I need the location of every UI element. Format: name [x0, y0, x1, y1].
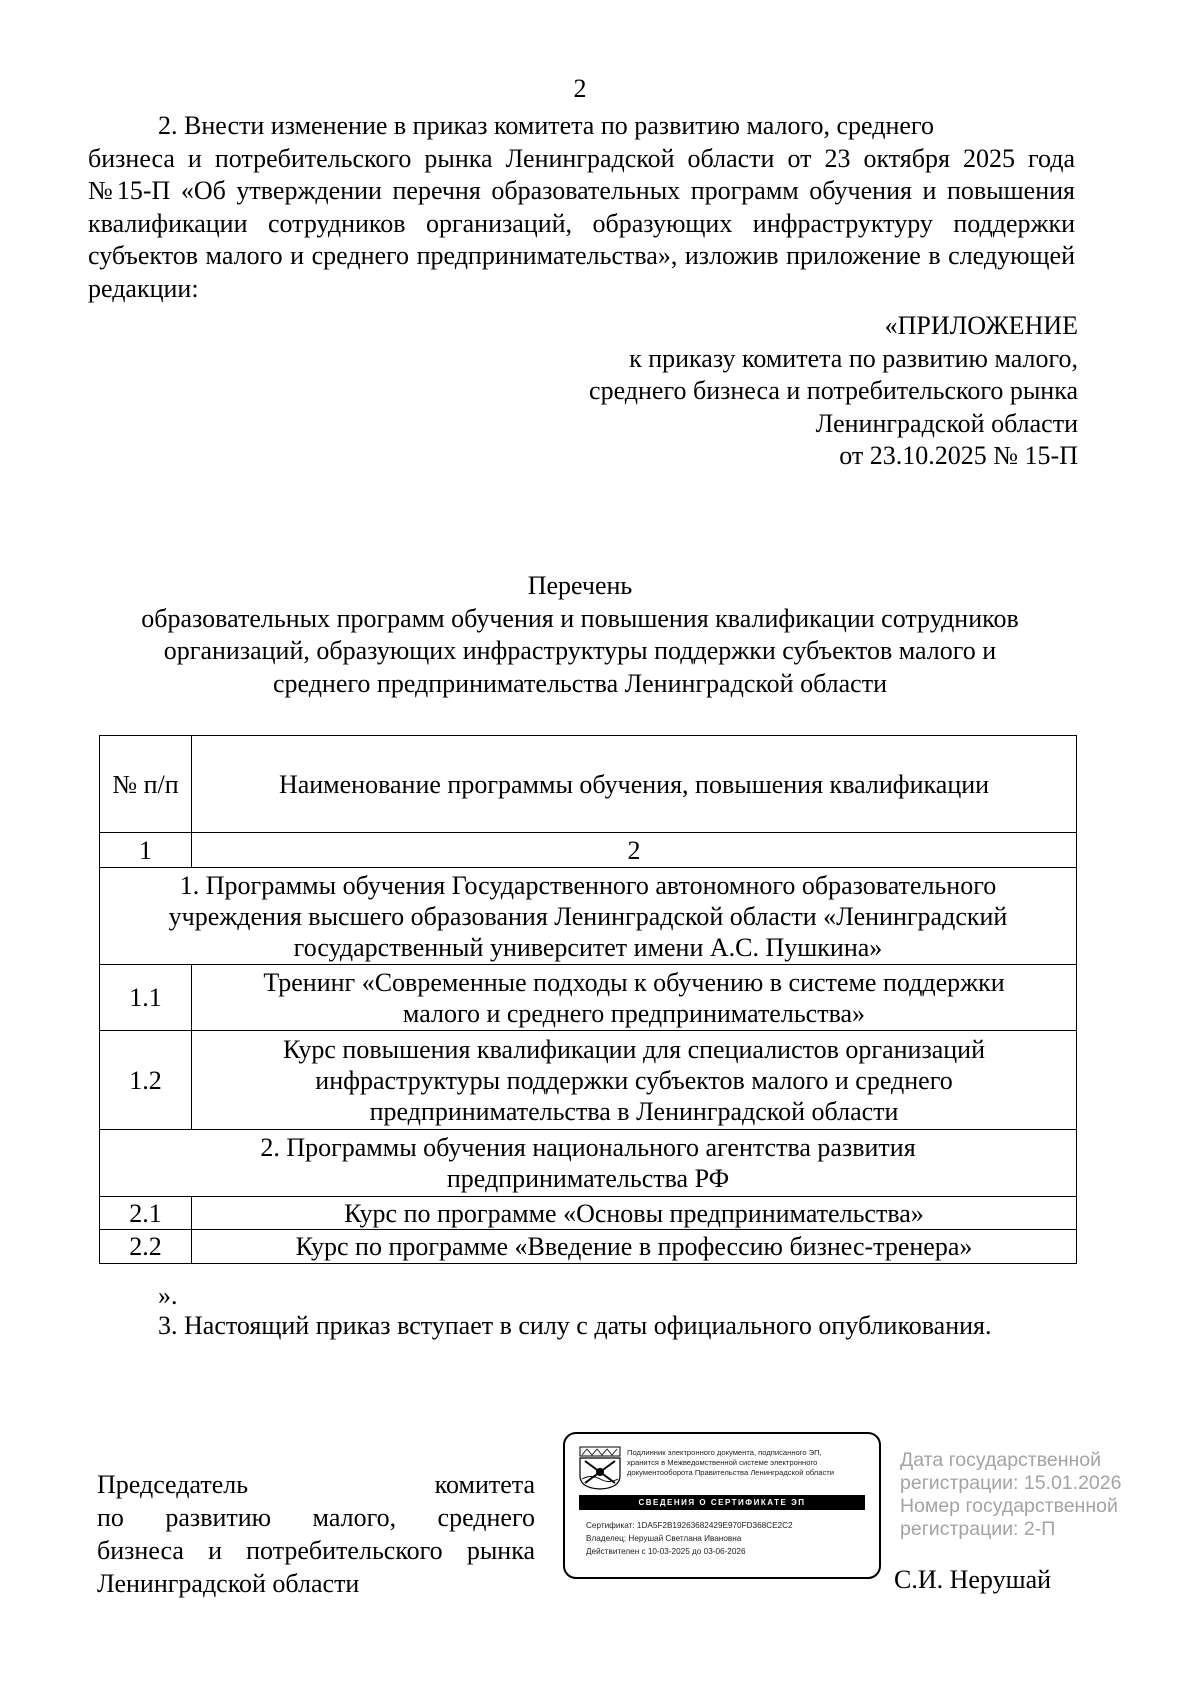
table-row — [100, 1230, 1077, 1264]
table-column-numbers-row — [100, 833, 1077, 868]
header-num: № п/п — [100, 736, 192, 833]
stamp-owner: Владелец: Нерушай Светлана Ивановна — [586, 1534, 742, 1543]
paragraph-3: 3. Настоящий приказ вступает в силу с даты официального опубликования. — [158, 1311, 992, 1340]
appendix-line: среднего бизнеса и потребительского рынка — [589, 376, 1078, 405]
column-number-2: 2 — [192, 833, 1077, 868]
signer-position-line: Председатель комитета — [97, 1470, 535, 1499]
list-title-line: организаций, образующих инфраструктуры поддержки субъектов малого и — [163, 636, 997, 665]
stamp-details — [586, 1519, 871, 1558]
stamp-valid: Действителен с 10-03-2025 до 03-06-2026 — [586, 1547, 746, 1556]
header-name: Наименование программы обучения, повышения квалификации — [192, 736, 1077, 833]
section-row — [100, 1130, 1077, 1197]
paragraph-2-rest: бизнеса и потребительского рынка Ленинградской области от 23 октября 2025 года №15-П «Об утверждении перечня образовательных программ обучения и повышения квалификации сотрудников организаций, образующих инфраструктуру поддержки субъектов малого и среднего предпринимательства», изложив приложение в следующей редакции: — [88, 143, 1075, 303]
stamp-text-line: хранится в Межведомственной системе электронного — [627, 1458, 818, 1467]
row-num: 1.1 — [100, 965, 192, 1031]
list-title-line: среднего предпринимательства Ленинградской области — [272, 668, 888, 698]
registration-line: регистрации: 2-П — [900, 1518, 1056, 1540]
page-number: 2 — [573, 74, 587, 103]
table-row — [100, 965, 1077, 1031]
stamp-text-line: документооборота Правительства Ленинградской области — [627, 1468, 834, 1477]
stamp-certificate: Сертификат: 1DA5F2B19263682429E970FD368CE2C2 — [586, 1521, 793, 1530]
coat-of-arms-icon — [579, 1446, 621, 1490]
signer-position — [97, 1468, 535, 1600]
stamp-text-line: Подлинник электронного документа, подписанного ЭП, — [627, 1448, 822, 1457]
appendix-line: к приказу комитета по развитию малого, — [629, 343, 1078, 373]
registration-line: регистрации: 15.01.2026 — [900, 1472, 1122, 1494]
row-num: 2.2 — [100, 1230, 192, 1264]
signer-position-line: по развитию малого, среднего — [97, 1503, 535, 1532]
row-name: Курс по программе «Основы предпринимательства» — [192, 1197, 1077, 1230]
column-number-1: 1 — [100, 833, 192, 868]
stamp-certificate-bar: СВЕДЕНИЯ О СЕРТИФИКАТЕ ЭП — [579, 1495, 865, 1510]
appendix-line: «ПРИЛОЖЕНИЕ — [884, 311, 1078, 340]
table-header-row — [100, 736, 1077, 833]
appendix-header — [589, 310, 1078, 473]
appendix-line: Ленинградской области — [815, 408, 1078, 438]
signer-name: С.И. Нерушай — [894, 1565, 1052, 1594]
row-name: Тренинг «Современные подходы к обучению в системе поддержки малого и среднего предпринимательства» — [192, 965, 1077, 1031]
programs-table — [99, 735, 1077, 1264]
section-1-title: 1. Программы обучения Государственного автономного образовательного учреждения высшего образования Ленинградской области «Ленинградский государственный университет имени А.С. Пушкина» — [100, 868, 1077, 965]
list-title-line: образовательных программ обучения и повышения квалификации сотрудников — [141, 603, 1019, 633]
registration-line: Дата государственной — [900, 1449, 1101, 1471]
appendix-line: от 23.10.2025 № 15-П — [839, 441, 1078, 470]
list-title — [0, 570, 1160, 700]
section-row — [100, 868, 1077, 965]
registration-line: Номер государственной — [900, 1495, 1118, 1517]
stamp-text — [627, 1448, 872, 1478]
table-row — [100, 1031, 1077, 1130]
signer-position-line: Ленинградской области — [97, 1569, 360, 1598]
row-name: Курс повышения квалификации для специалистов организаций инфраструктуры поддержки субъектов малого и среднего предпринимательства в Ленинградской области — [192, 1031, 1077, 1130]
row-num: 2.1 — [100, 1197, 192, 1230]
row-name: Курс по программе «Введение в профессию бизнес-тренера» — [192, 1230, 1077, 1264]
digital-signature-stamp — [563, 1432, 881, 1579]
section-2-title: 2. Программы обучения национального агентства развития предпринимательства РФ — [100, 1130, 1077, 1197]
registration-info — [900, 1449, 1121, 1541]
row-num: 1.2 — [100, 1031, 192, 1130]
paragraph-2-first-line: 2. Внести изменение в приказ комитета по развитию малого, среднего — [158, 111, 934, 140]
paragraph-2 — [88, 110, 1075, 305]
table-row — [100, 1197, 1077, 1230]
list-title-line: Перечень — [527, 571, 633, 600]
closing-quote: ». — [158, 1281, 178, 1310]
signer-position-line: бизнеса и потребительского рынка — [97, 1536, 535, 1565]
